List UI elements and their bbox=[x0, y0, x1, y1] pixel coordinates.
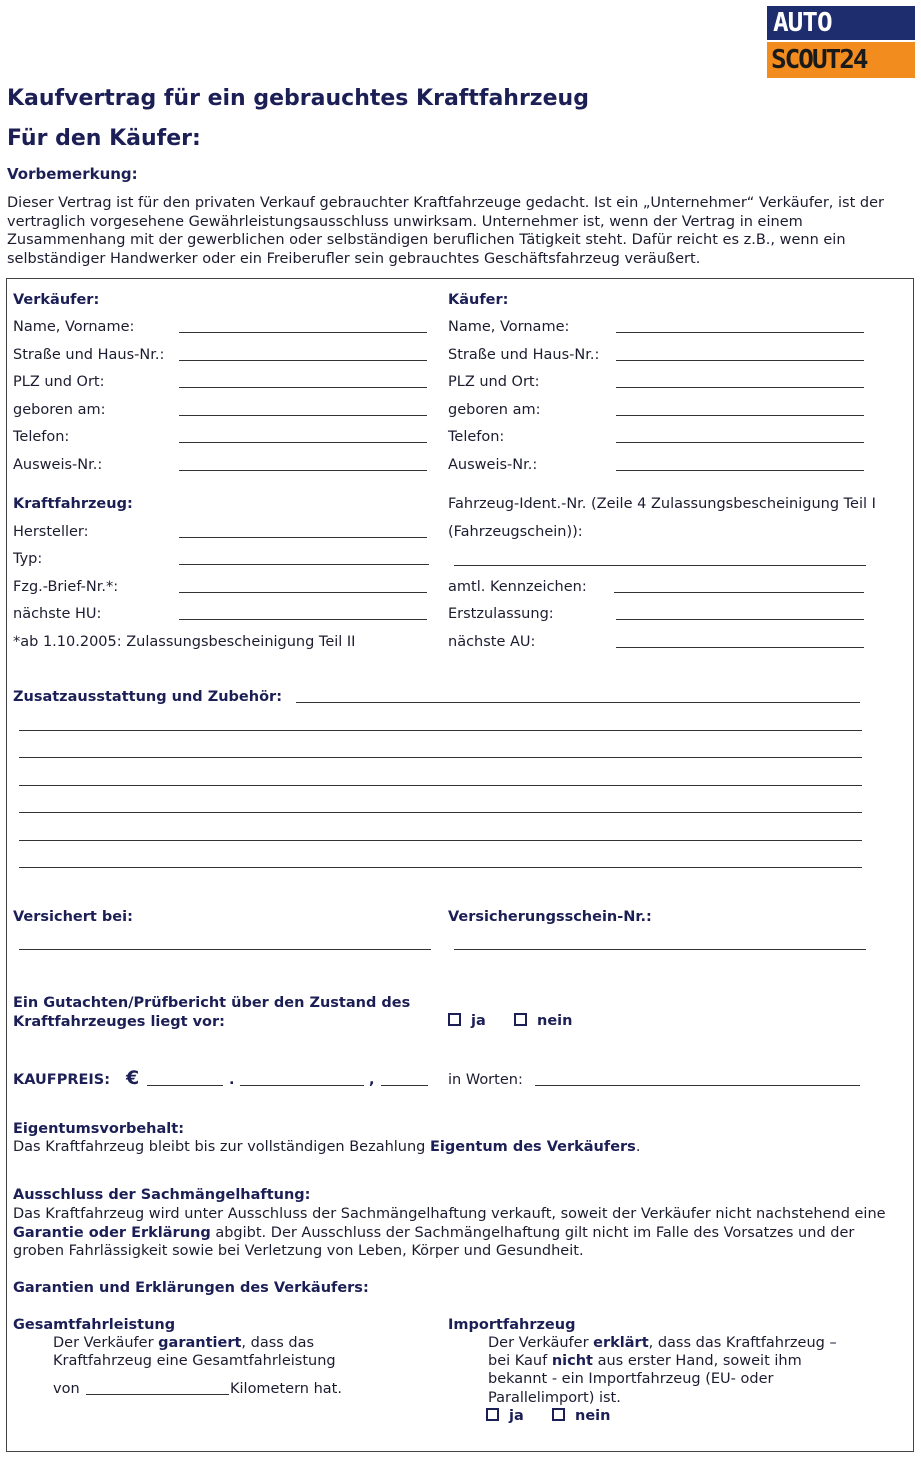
checkbox-icon[interactable] bbox=[448, 1013, 461, 1026]
seller-zip-field[interactable] bbox=[179, 387, 427, 388]
import-text-a: Der Verkäufer bbox=[488, 1335, 594, 1351]
registration-doc-label: Fzg.-Brief-Nr.*: bbox=[13, 579, 119, 595]
retention-text-bold: Eigentum des Verkäufers bbox=[430, 1139, 636, 1155]
seller-birth-label: geboren am: bbox=[13, 402, 106, 418]
seller-id-label: Ausweis-Nr.: bbox=[13, 457, 103, 473]
import-text-line4: Parallelimport) ist. bbox=[488, 1390, 621, 1406]
import-text-line3: bekannt - ein Importfahrzeug (EU- oder bbox=[488, 1371, 774, 1387]
report-no-option[interactable] bbox=[514, 1013, 572, 1029]
vehicle-footnote: *ab 1.10.2005: Zulassungsbescheinigung Teil II bbox=[13, 634, 356, 650]
price-thousands-field[interactable] bbox=[147, 1085, 223, 1086]
mileage-heading: Gesamtfahrleistung bbox=[13, 1317, 176, 1333]
license-plate-field[interactable] bbox=[614, 592, 864, 593]
buyer-street-field[interactable] bbox=[616, 360, 864, 361]
buyer-name-field[interactable] bbox=[616, 332, 864, 333]
retention-text bbox=[13, 1139, 640, 1155]
mileage-text-a: Der Verkäufer bbox=[53, 1335, 159, 1351]
mileage-unit-label: Kilometern hat. bbox=[230, 1381, 342, 1397]
guarantees-heading: Garantien und Erklärungen des Verkäufers: bbox=[13, 1280, 369, 1296]
price-units-field[interactable] bbox=[240, 1085, 364, 1086]
retention-text-end: . bbox=[635, 1139, 641, 1155]
buyer-birth-field[interactable] bbox=[616, 415, 864, 416]
mileage-from-label: von bbox=[53, 1381, 80, 1397]
buyer-zip-field[interactable] bbox=[616, 387, 864, 388]
import-text-bold: erklärt bbox=[593, 1335, 649, 1351]
exclusion-text bbox=[13, 1205, 908, 1261]
mileage-field[interactable] bbox=[86, 1394, 229, 1395]
document-subtitle: Für den Käufer: bbox=[7, 126, 201, 151]
buyer-phone-label: Telefon: bbox=[448, 429, 505, 445]
euro-symbol: € bbox=[126, 1067, 140, 1089]
buyer-street-label: Straße und Haus-Nr.: bbox=[448, 347, 600, 363]
manufacturer-label: Hersteller: bbox=[13, 524, 89, 540]
seller-street-label: Straße und Haus-Nr.: bbox=[13, 347, 165, 363]
vin-label: Fahrzeug-Ident.-Nr. (Zeile 4 Zulassungsbescheinigung Teil I bbox=[448, 496, 876, 512]
logo-line-2: SCOUT24 bbox=[767, 42, 915, 78]
buyer-phone-field[interactable] bbox=[616, 442, 864, 443]
import-no-label: nein bbox=[575, 1408, 611, 1424]
seller-id-field[interactable] bbox=[179, 470, 427, 471]
type-label: Typ: bbox=[13, 551, 43, 567]
price-in-words-field[interactable] bbox=[535, 1085, 860, 1086]
import-text-line2 bbox=[488, 1353, 802, 1369]
import-text-line1 bbox=[488, 1335, 837, 1351]
extras-label: Zusatzausstattung und Zubehör: bbox=[13, 689, 283, 705]
import-text-bold-not: nicht bbox=[551, 1353, 593, 1369]
policy-number-field[interactable] bbox=[454, 949, 866, 950]
import-yes-option[interactable] bbox=[486, 1408, 524, 1424]
seller-heading: Verkäufer: bbox=[13, 292, 100, 308]
seller-birth-field[interactable] bbox=[179, 415, 427, 416]
extras-line[interactable] bbox=[19, 840, 862, 841]
price-separator-comma: , bbox=[369, 1072, 375, 1088]
next-emission-test-field[interactable] bbox=[616, 647, 864, 648]
license-plate-label: amtl. Kennzeichen: bbox=[448, 579, 587, 595]
seller-name-field[interactable] bbox=[179, 332, 427, 333]
buyer-birth-label: geboren am: bbox=[448, 402, 541, 418]
import-yes-label: ja bbox=[509, 1408, 524, 1424]
extras-field[interactable] bbox=[296, 702, 860, 703]
price-cents-field[interactable] bbox=[381, 1085, 428, 1086]
checkbox-icon[interactable] bbox=[486, 1408, 499, 1421]
extras-line[interactable] bbox=[19, 757, 862, 758]
report-no-label: nein bbox=[537, 1013, 573, 1029]
seller-street-field[interactable] bbox=[179, 360, 427, 361]
buyer-id-field[interactable] bbox=[616, 470, 864, 471]
vehicle-heading: Kraftfahrzeug: bbox=[13, 496, 133, 512]
report-question-line1: Ein Gutachten/Prüfbericht über den Zustand des bbox=[13, 995, 411, 1011]
document-title: Kaufvertrag für ein gebrauchtes Kraftfahrzeug bbox=[7, 86, 589, 111]
insurer-label: Versichert bei: bbox=[13, 909, 133, 925]
import-heading: Importfahrzeug bbox=[448, 1317, 576, 1333]
exclusion-text-bold: Garantie oder Erklärung bbox=[13, 1224, 211, 1241]
price-separator-dot: . bbox=[229, 1072, 235, 1088]
import-no-option[interactable] bbox=[552, 1408, 610, 1424]
exclusion-text-end: abgibt. Der Ausschluss der Sachmängelhaftung gilt nicht im Falle des Vorsatzes und der groben Fahrlässigkeit sowie bei Verletzung von Leben, Körper und Gesundheit. bbox=[13, 1224, 855, 1259]
preface-text: Dieser Vertrag ist für den privaten Verkauf gebrauchter Kraftfahrzeuge gedacht. Ist ein „Unternehmer“ Verkäufer, ist der vertraglich vorgesehene Gewährleistungsausschluss unwirksam. Unternehmer ist, wenn der Vertrag in einem Zusammenhang mit der gewerblichen oder selbständigen beruflichen Tätigkeit steht. Dafür reicht es z.B., wenn ein selbständiger Handwerker oder ein Freiberufler sein gebrauchtes Geschäftsfahrzeug veräußert. bbox=[7, 195, 884, 267]
autoscout24-logo bbox=[767, 6, 915, 78]
retention-text-start: Das Kraftfahrzeug bleibt bis zur vollständigen Bezahlung bbox=[13, 1139, 430, 1155]
next-emission-test-label: nächste AU: bbox=[448, 634, 536, 650]
mileage-text-line1 bbox=[53, 1335, 314, 1351]
import-text-b: , dass das Kraftfahrzeug – bbox=[648, 1335, 837, 1351]
manufacturer-field[interactable] bbox=[179, 537, 427, 538]
vin-label-continued: (Fahrzeugschein)): bbox=[448, 524, 583, 540]
checkbox-icon[interactable] bbox=[514, 1013, 527, 1026]
insurer-field[interactable] bbox=[19, 949, 431, 950]
buyer-id-label: Ausweis-Nr.: bbox=[448, 457, 538, 473]
next-inspection-field[interactable] bbox=[179, 619, 427, 620]
exclusion-text-start: Das Kraftfahrzeug wird unter Ausschluss der Sachmängelhaftung verkauft, soweit der Verkäufer nicht nachstehend eine bbox=[13, 1206, 886, 1222]
policy-number-label: Versicherungsschein-Nr.: bbox=[448, 909, 652, 925]
extras-line[interactable] bbox=[19, 812, 862, 813]
extras-line[interactable] bbox=[19, 730, 862, 731]
buyer-heading: Käufer: bbox=[448, 292, 509, 308]
vin-field[interactable] bbox=[454, 565, 866, 566]
price-label: KAUFPREIS: bbox=[13, 1072, 111, 1088]
type-field[interactable] bbox=[179, 564, 429, 565]
contract-form bbox=[6, 278, 914, 1452]
first-registration-field[interactable] bbox=[616, 619, 864, 620]
seller-phone-field[interactable] bbox=[179, 442, 427, 443]
report-question-line2: Kraftfahrzeuges liegt vor: bbox=[13, 1014, 225, 1030]
import-text-d: aus erster Hand, soweit ihm bbox=[592, 1353, 802, 1369]
next-inspection-label: nächste HU: bbox=[13, 606, 102, 622]
report-yes-option[interactable] bbox=[448, 1013, 486, 1029]
logo-line-1: AUTO bbox=[767, 6, 915, 40]
price-in-words-label: in Worten: bbox=[448, 1072, 523, 1088]
extras-line[interactable] bbox=[19, 785, 862, 786]
preface-heading: Vorbemerkung: bbox=[7, 165, 138, 183]
seller-name-label: Name, Vorname: bbox=[13, 319, 135, 335]
import-text-c: bei Kauf bbox=[488, 1353, 552, 1369]
registration-doc-field[interactable] bbox=[179, 592, 427, 593]
extras-line[interactable] bbox=[19, 867, 862, 868]
mileage-text-b: , dass das bbox=[241, 1335, 315, 1351]
mileage-text-bold: garantiert bbox=[158, 1335, 242, 1351]
buyer-zip-label: PLZ und Ort: bbox=[448, 374, 540, 390]
mileage-text-line2: Kraftfahrzeug eine Gesamtfahrleistung bbox=[53, 1353, 336, 1369]
seller-phone-label: Telefon: bbox=[13, 429, 70, 445]
seller-zip-label: PLZ und Ort: bbox=[13, 374, 105, 390]
exclusion-heading: Ausschluss der Sachmängelhaftung: bbox=[13, 1187, 311, 1203]
buyer-name-label: Name, Vorname: bbox=[448, 319, 570, 335]
checkbox-icon[interactable] bbox=[552, 1408, 565, 1421]
retention-heading: Eigentumsvorbehalt: bbox=[13, 1121, 184, 1137]
report-yes-label: ja bbox=[471, 1013, 486, 1029]
first-registration-label: Erstzulassung: bbox=[448, 606, 554, 622]
